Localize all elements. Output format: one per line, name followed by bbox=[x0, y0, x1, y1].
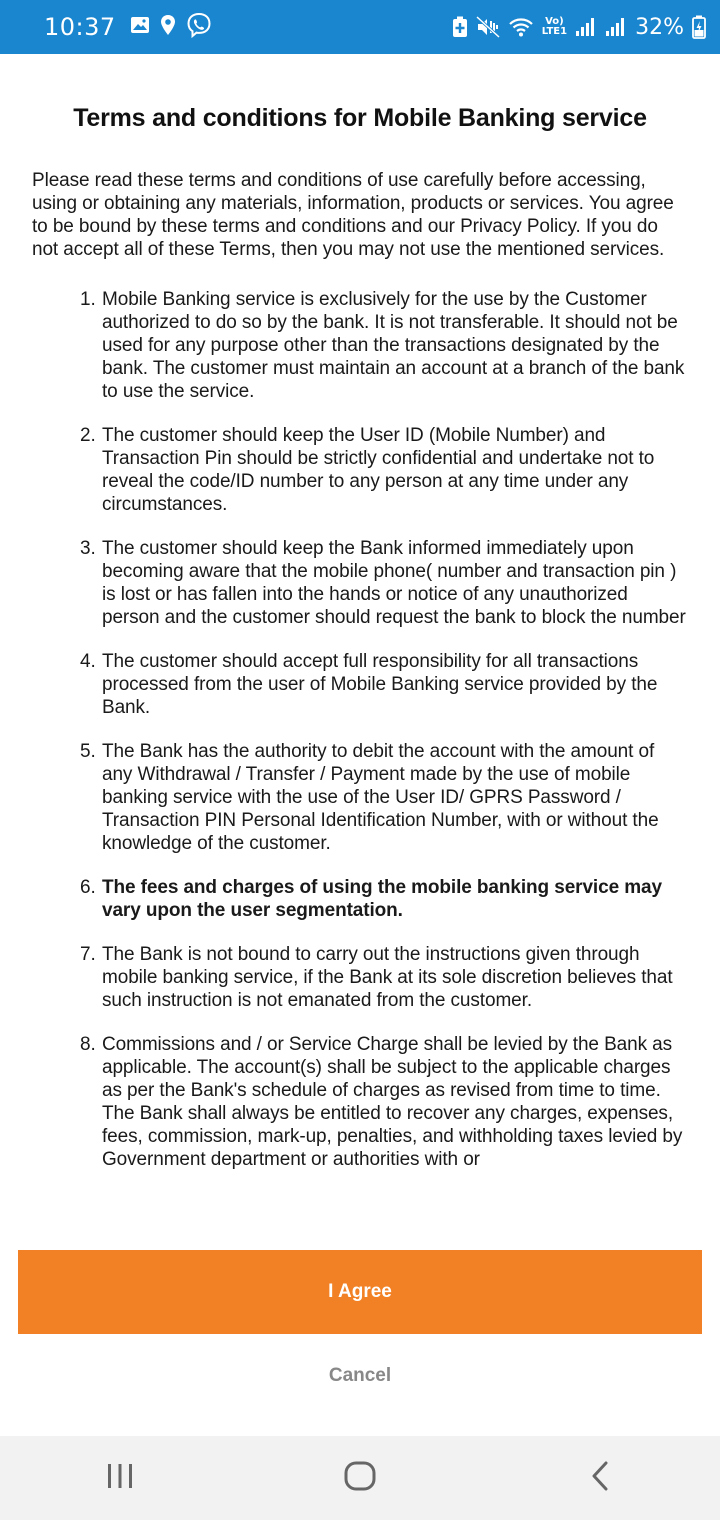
term-number: 6. bbox=[80, 877, 96, 898]
back-button[interactable] bbox=[540, 1436, 660, 1520]
term-text: The customer should keep the Bank informed immediately upon becoming aware that the mobile phone( number and transaction pin ) is lost or has fallen into the hands or notice of any unauthorized person and the customer should request the bank to block the number bbox=[102, 538, 686, 628]
recent-apps-button[interactable] bbox=[60, 1436, 180, 1520]
term-text: The Bank has the authority to debit the account with the amount of any Withdrawal / Transfer / Payment made by the use of mobile banking service with the use of the User ID/ GPRS Password / Transaction PIN Personal Identification Number, with or without the knowledge of the customer. bbox=[102, 741, 659, 854]
navigation-bar bbox=[0, 1436, 720, 1520]
mute-icon bbox=[476, 16, 500, 38]
home-icon bbox=[344, 1461, 376, 1496]
term-number: 7. bbox=[80, 944, 96, 965]
term-item bbox=[80, 537, 688, 629]
status-time: 10:37 bbox=[44, 13, 116, 41]
terms-list bbox=[32, 288, 688, 1171]
cancel-button[interactable]: Cancel bbox=[18, 1348, 702, 1404]
term-item bbox=[80, 650, 688, 719]
term-text: Mobile Banking service is exclusively for the use by the Customer authorized to do so by the bank. It is not transferable. It should not be used for any purpose other than the transactions designated by the bank. The customer must maintain an account at a branch of the bank to use the service. bbox=[102, 289, 685, 402]
image-icon bbox=[130, 16, 150, 38]
term-text: The customer should accept full responsibility for all transactions processed from the user of Mobile Banking service provided by the Bank. bbox=[102, 651, 658, 718]
term-text: Commissions and / or Service Charge shall be levied by the Bank as applicable. The account(s) shall be subject to the applicable charges as per the Bank's schedule of charges as revised from time to time. The Bank shall always be entitled to recover any charges, expenses, fees, commission, mark-up, penalties, and withholding taxes levied by Government department or authorities with or bbox=[102, 1034, 683, 1170]
terms-scroll-area[interactable] bbox=[0, 54, 720, 1219]
battery-saver-icon bbox=[452, 16, 468, 38]
page-title: Terms and conditions for Mobile Banking service bbox=[73, 104, 647, 132]
term-item bbox=[80, 876, 688, 922]
lte-label: LTE1 bbox=[541, 26, 568, 37]
viber-icon bbox=[186, 12, 212, 42]
term-item bbox=[80, 943, 688, 1012]
term-number: 8. bbox=[80, 1034, 96, 1055]
battery-percent: 32% bbox=[635, 14, 684, 40]
system-icons bbox=[452, 15, 706, 40]
term-text: The fees and charges of using the mobile banking service may vary upon the user segmentation. bbox=[102, 877, 662, 921]
back-icon bbox=[590, 1461, 610, 1496]
term-number: 5. bbox=[80, 741, 96, 762]
wifi-icon bbox=[508, 16, 534, 38]
status-bar bbox=[0, 0, 720, 54]
term-text: The customer should keep the User ID (Mobile Number) and Transaction Pin should be strictly confidential and undertake not to reveal the code/ID number to any person at any time under any circumstances. bbox=[102, 425, 655, 515]
term-item bbox=[80, 424, 688, 516]
intro-text: Please read these terms and conditions of use carefully before accessing, using or obtaining any materials, information, products or services. You agree to be bound by these terms and conditions and our Privacy Policy. If you do not accept all of these Terms, then you may not use the mentioned services. bbox=[32, 170, 674, 260]
agree-button[interactable]: I Agree bbox=[18, 1250, 702, 1334]
term-number: 4. bbox=[80, 651, 96, 672]
term-item bbox=[80, 740, 688, 855]
term-number: 3. bbox=[80, 538, 96, 559]
location-icon bbox=[160, 14, 176, 40]
notification-icons bbox=[130, 12, 212, 42]
home-button[interactable] bbox=[300, 1436, 420, 1520]
term-item bbox=[80, 1033, 688, 1171]
term-number: 1. bbox=[80, 289, 96, 310]
battery-charging-icon bbox=[692, 15, 706, 39]
network-label bbox=[542, 17, 567, 37]
recent-apps-icon bbox=[106, 1463, 134, 1494]
term-item bbox=[80, 288, 688, 403]
signal-icon bbox=[575, 17, 597, 37]
volte-label: Vo) bbox=[545, 16, 564, 27]
signal-icon bbox=[605, 17, 627, 37]
term-number: 2. bbox=[80, 425, 96, 446]
term-text: The Bank is not bound to carry out the instructions given through mobile banking service, if the Bank at its sole discretion believes that such instruction is not emanated from the customer. bbox=[102, 944, 673, 1011]
